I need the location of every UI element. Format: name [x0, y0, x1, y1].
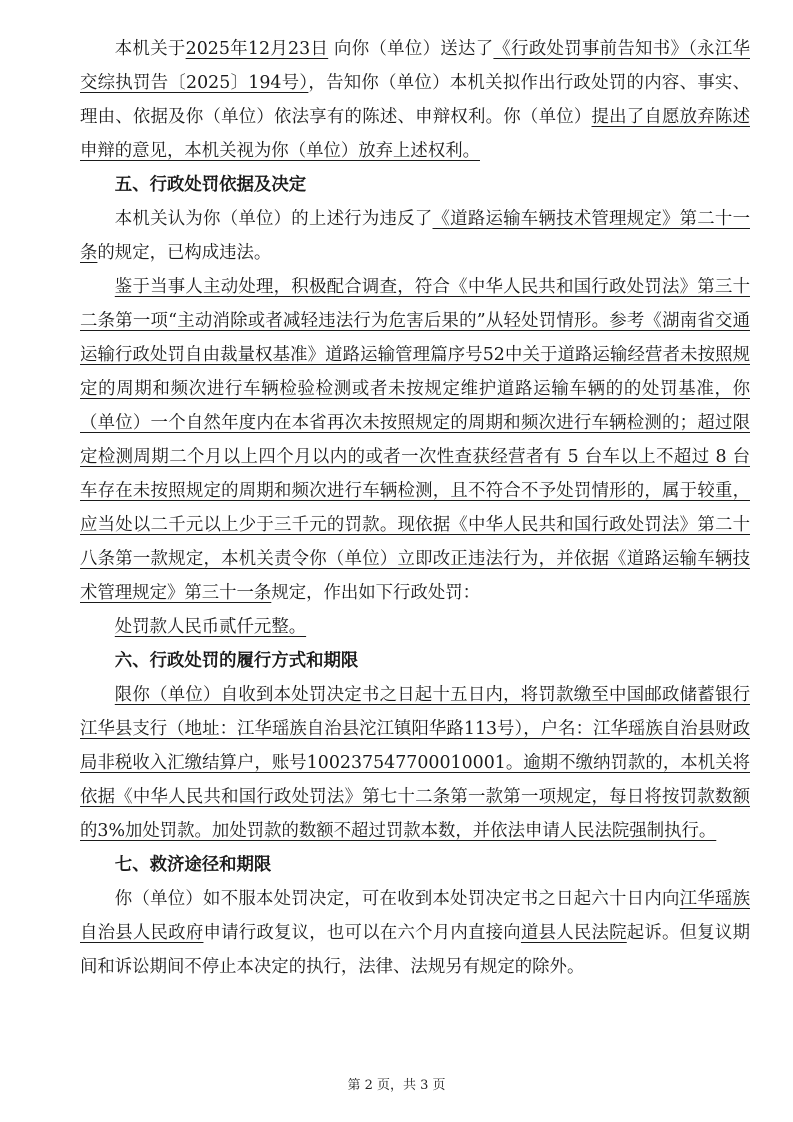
text: 你（单位）如不服本处罚决定，可在收到本处罚决定书之日起六十日内向 — [114, 889, 680, 909]
section-heading-remedy: 七、救济途径和期限 — [114, 855, 272, 875]
payment-instructions: 限你（单位）自收到本处罚决定书之日起十五日内，将罚款缴至中国邮政储蓄银行江华县支行（地址：江华瑶族自治县沱江镇阳华路113号），户名：江华瑶族自治县财政局非税收入汇缴结算户，账号100237547700010001。逾期不缴纳罚款的，本机关将依据《中华人民共和国行政处罚法》第七十二条第一款第一项规定，每日将按罚款数额的3%加处罚款。加处罚款的数额不超过罚款本数，并依法申请人民法院强制执行。 — [80, 685, 750, 841]
notice-title: 《行政处罚事前告知书》（永江华交综执罚告〔2025〕194号） — [80, 39, 750, 93]
text: 申请行政复议，也可以在六个月内直接向 — [203, 923, 521, 943]
text: 起诉。但复议期间和诉讼期间不停止本决定的执行，法律、法规另有规定的除外。 — [80, 923, 750, 977]
court-name: 道县人民法院 — [520, 923, 627, 943]
paragraph-violation — [80, 202, 750, 270]
paragraph-penalty-amount — [80, 610, 750, 644]
text: 向你（单位）送达了 — [328, 39, 494, 59]
section-heading-basis: 五、行政处罚依据及决定 — [114, 175, 307, 195]
paragraph-remedy — [80, 882, 750, 984]
paragraph-discretion — [80, 270, 750, 610]
review-authority: 江华瑶族自治县人民政府 — [80, 889, 750, 943]
discretion-text: 鉴于当事人主动处理，积极配合调查，符合《中华人民共和国行政处罚法》第三十二条第一项“主动消除或者减轻违法行为危害后果的”从轻处罚情形。参考《湖南省交通运输行政处罚自由裁量权基准》道路运输管理篇序号52中关于道路运输经营者未按照规定的周期和频次进行车辆检验检测或者未按规定维护道路运输车辆的的处罚基准，你（单位）一个自然年度内在本省再次未按照规定的周期和频次进行车辆检测的；超过限定检测周期二个月以上四个月以内的或者一次性查获经营者有 5 台车以上不超过 8 台车存在未按照规定的周期和频次进行车辆检测，且不符合不予处罚情形的，属于较重，应当处以二千元以上少于三千元的罚款。现依据《中华人民共和国行政处罚法》第二十八条第一款规定，本机关责令你（单位）立即改正违法行为，并依据 — [80, 277, 750, 569]
paragraph-payment — [80, 678, 750, 848]
text: ，告知你（单位）本机关拟作出行政处罚的内容、事实、理由、依据及你（单位）依法享有的陈述、申辩权利。你（单位） — [80, 73, 750, 127]
date-served: 2025年12月23日 — [185, 39, 329, 59]
penalty-regulation: 《道路运输车辆技术管理规定》第三十一条 — [80, 549, 750, 603]
penalty-amount: 处罚款人民币贰仟元整。 — [114, 617, 307, 637]
section-heading-payment: 六、行政处罚的履行方式和期限 — [114, 651, 359, 671]
text: 本机关于 — [114, 39, 186, 59]
paragraph-notice-served — [80, 32, 750, 168]
violated-regulation: 《道路运输车辆技术管理规定》第二十一条 — [80, 209, 750, 263]
text: 本机关认为你（单位）的上述行为违反了 — [114, 209, 433, 229]
text: 规定，作出如下行政处罚： — [271, 583, 481, 603]
text: 的规定，已构成违法。 — [97, 243, 272, 263]
waiver-statement: 提出了自愿放弃陈述申辩的意见，本机关视为你（单位）放弃上述权利。 — [80, 107, 750, 161]
page-footer: 第 2 页，共 3 页 — [347, 1078, 446, 1093]
document-page — [80, 32, 750, 984]
